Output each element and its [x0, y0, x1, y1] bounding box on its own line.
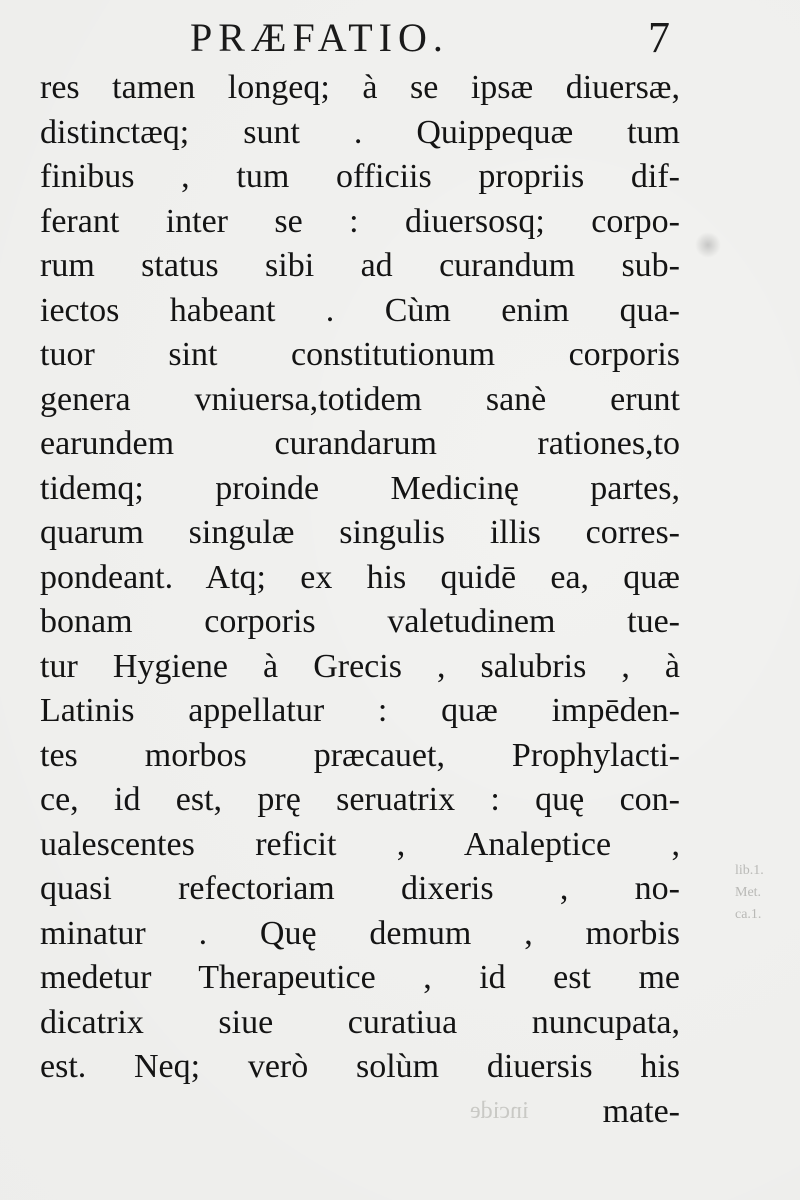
body-text	[40, 66, 680, 1134]
text-line: dicatrix siue curatiua nuncupata,	[40, 1003, 680, 1041]
bleed-through-line: lib.1.	[735, 863, 764, 878]
text-line: finibus , tum officiis propriis dif-	[40, 158, 680, 195]
text-line: minatur . Quę demum , morbis	[40, 914, 680, 952]
text-line: iectos habeant . Cùm enim qua-	[40, 291, 680, 329]
ink-smudge	[695, 232, 721, 258]
bleed-through-margin-note	[735, 860, 795, 926]
page-header	[0, 8, 800, 68]
running-head: PRÆFATIO.	[190, 15, 449, 60]
text-line: rum status sibi ad curandum sub-	[40, 247, 680, 284]
text-line: tuor sint constitutionum corporis	[40, 336, 680, 373]
text-line: quarum singulæ singulis illis corres-	[40, 514, 680, 551]
text-line: quasi refectoriam dixeris , no-	[40, 870, 680, 907]
page-number: 7	[648, 13, 670, 62]
text-line: pondeant. Atq; ex his quidē ea, quæ	[40, 558, 680, 596]
text-line: Latinis appellatur : quæ impēden-	[40, 692, 680, 729]
text-line: ualescentes reficit , Analeptice ,	[40, 825, 680, 863]
bleed-through-word: incide	[470, 1098, 529, 1124]
text-line: distinctæq; sunt . Quippequæ tum	[40, 113, 680, 151]
text-line: res tamen longeq; à se ipsæ diuersæ,	[40, 69, 680, 106]
text-line: tidemq; proinde Medicinę partes,	[40, 469, 680, 507]
text-line: tes morbos præcauet, Prophylacti-	[40, 736, 680, 774]
text-line: ce, id est, prę seruatrix : quę con-	[40, 781, 680, 818]
catchword: mate-	[602, 1092, 680, 1130]
bleed-through-line: Met.	[735, 885, 762, 900]
text-line: genera vniuersa,totidem sanè erunt	[40, 380, 680, 418]
bleed-through-line: ca.1.	[735, 907, 762, 922]
text-line: bonam corporis valetudinem tue-	[40, 603, 680, 640]
text-line: earundem curandarum rationes,to	[40, 425, 680, 462]
text-line: medetur Therapeutice , id est me	[40, 959, 680, 996]
text-line: est. Neq; verò solùm diuersis his	[40, 1048, 680, 1085]
text-line: ferant inter se : diuersosq; corpo-	[40, 202, 680, 240]
text-line: tur Hygiene à Grecis , salubris , à	[40, 647, 680, 685]
